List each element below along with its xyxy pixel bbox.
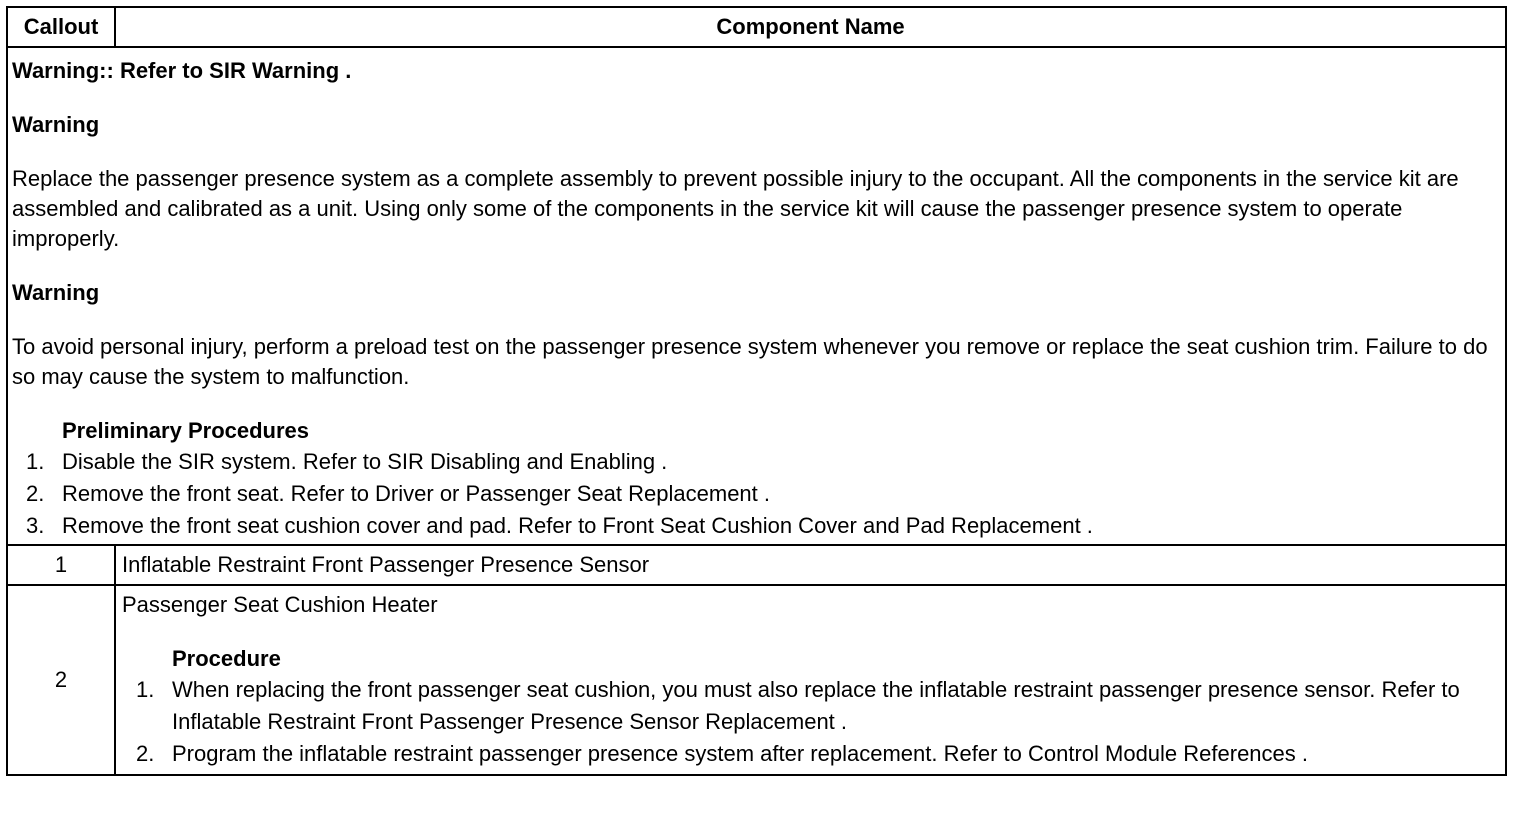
warning-row <box>7 47 1506 545</box>
sir-warning-ref: Warning:: Refer to SIR Warning . <box>12 58 352 83</box>
step-number: 1. <box>26 449 45 474</box>
step-number: 3. <box>26 513 45 538</box>
step-text: Disable the SIR system. Refer to SIR Disabling and Enabling . <box>62 449 668 474</box>
component-cell <box>115 585 1506 775</box>
list-item <box>12 446 1501 478</box>
preliminary-procedures-title: Preliminary Procedures <box>62 418 310 443</box>
step-number: 1. <box>136 677 155 702</box>
list-item <box>12 510 1501 542</box>
list-item <box>122 674 1499 738</box>
warning-text-2: To avoid personal injury, perform a preload test on the passenger presence system whenever you remove or replace the seat cushion trim. Failure to do so may cause the system to malfunction. <box>12 334 1488 389</box>
component-name: Inflatable Restraint Front Passenger Presence Sensor <box>115 545 1506 585</box>
step-text: Remove the front seat cushion cover and pad. Refer to Front Seat Cushion Cover and Pad Replacement . <box>62 513 1093 538</box>
component-name: Passenger Seat Cushion Heater <box>122 592 438 617</box>
step-text: When replacing the front passenger seat cushion, you must also replace the inflatable restraint passenger presence sensor. Refer to Inflatable Restraint Front Passenger Presence Sensor Replacement . <box>172 677 1460 734</box>
header-component-name: Component Name <box>115 7 1506 47</box>
warning-text-1: Replace the passenger presence system as a complete assembly to prevent possible injury to the occupant. All the components in the service kit are assembled and calibrated as a unit. Using only some of the components in the service kit will cause the passenger presence system to operate improperly. <box>12 166 1459 251</box>
header-callout: Callout <box>7 7 115 47</box>
list-item <box>122 738 1499 770</box>
component-table <box>6 6 1507 776</box>
header-row <box>7 7 1506 47</box>
step-text: Program the inflatable restraint passenger presence system after replacement. Refer to Control Module References . <box>172 741 1308 766</box>
table-row <box>7 545 1506 585</box>
step-text: Remove the front seat. Refer to Driver or Passenger Seat Replacement . <box>62 481 770 506</box>
list-item <box>12 478 1501 510</box>
warning-title-1: Warning <box>12 112 100 137</box>
procedure-steps-list <box>122 674 1499 770</box>
callout-number: 2 <box>7 585 115 775</box>
procedure-title: Procedure <box>172 646 281 671</box>
warning-title-2: Warning <box>12 280 100 305</box>
callout-number: 1 <box>7 545 115 585</box>
step-number: 2. <box>26 481 45 506</box>
table-row <box>7 585 1506 775</box>
step-number: 2. <box>136 741 155 766</box>
warning-cell <box>7 47 1506 545</box>
preliminary-steps-list <box>12 446 1501 542</box>
